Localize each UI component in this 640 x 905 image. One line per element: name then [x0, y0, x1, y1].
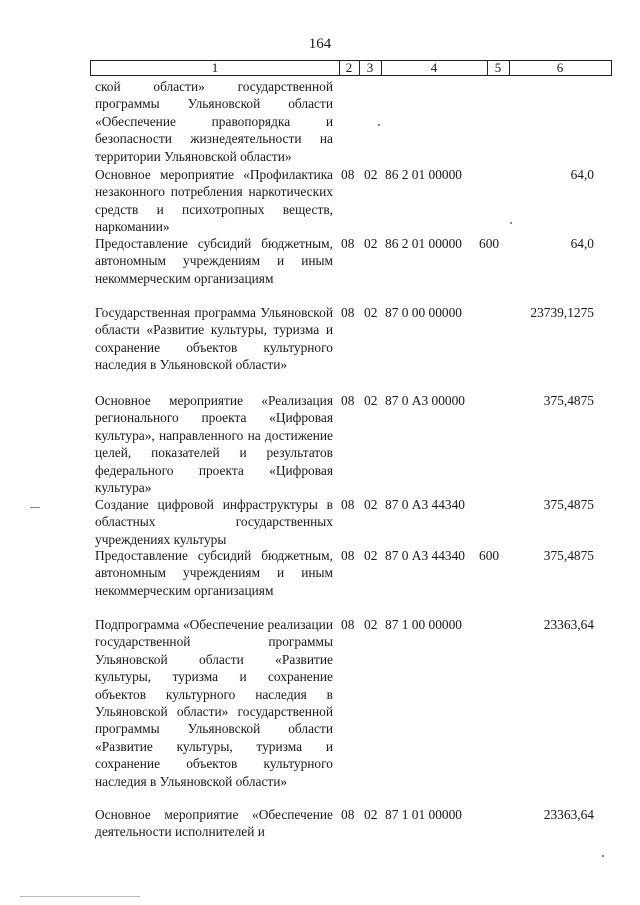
row-name: Государственная программа Ульяновской области «Развитие культуры, туризма и сохранение объектов культурного наследия в Ульяновской области»: [95, 305, 333, 373]
row-expense-type: 600: [479, 548, 500, 563]
row-subsection: 02: [364, 548, 378, 563]
row-section: 08: [341, 497, 355, 512]
row-subsection: 02: [364, 497, 378, 512]
row-section: 08: [341, 236, 355, 251]
header-col-3: 3: [359, 61, 382, 75]
row-target-code: 87 1 00 00000: [385, 617, 462, 632]
scan-speck: [602, 855, 604, 857]
scan-speck: [378, 124, 380, 126]
header-col-1: 1: [91, 61, 340, 75]
row-target-code: 86 2 01 00000: [385, 236, 462, 251]
row-name: Предоставление субсидий бюджетным, автономным учреждениям и иным некоммерческим организациям: [95, 236, 333, 286]
header-col-4: 4: [381, 61, 488, 75]
row-section: 08: [341, 393, 355, 408]
row-subsection: 02: [364, 393, 378, 408]
row-target-code: 87 0 00 00000: [385, 305, 462, 320]
row-subsection: 02: [364, 617, 378, 632]
row-amount: 64,0: [570, 167, 594, 182]
row-section: 08: [341, 305, 355, 320]
scan-speck: [30, 507, 40, 508]
page-number: 164: [308, 36, 332, 52]
row-target-code: 87 1 01 00000: [385, 807, 462, 822]
header-col-5: 5: [487, 61, 510, 75]
row-name: Основное мероприятие «Реализация регионального проекта «Цифровая культура», направленного на достижение целей, показателей и результатов федерального проекта «Цифровая культура»: [95, 393, 333, 496]
row-name: Основное мероприятие «Профилактика незаконного потребления наркотических средств и психотропных веществ, наркомании»: [95, 167, 333, 235]
row-name: Основное мероприятие «Обеспечение деятельности исполнителей и: [95, 807, 333, 840]
row-section: 08: [341, 807, 355, 822]
row-target-code: 87 0 А3 00000: [385, 393, 465, 408]
row-subsection: 02: [364, 236, 378, 251]
header-col-2: 2: [339, 61, 360, 75]
row-target-code: 87 0 А3 44340: [385, 548, 465, 563]
row-amount: 23363,64: [543, 617, 594, 632]
row-name: Создание цифровой инфраструктуры в областных государственных учреждениях культуры: [95, 497, 333, 547]
row-subsection: 02: [364, 305, 378, 320]
scan-speck: [20, 896, 140, 897]
row-amount: 375,4875: [543, 497, 594, 512]
row-subsection: 02: [364, 807, 378, 822]
row-section: 08: [341, 167, 355, 182]
row-name: Подпрограмма «Обеспечение реализации государственной программы Ульяновской области «Развитие культуры, туризма и сохранение объектов культурного наследия в Ульяновской области» государственной программы Ульяновской области «Развитие культуры, туризма и сохранение объектов культурного наследия в Ульяновской области»: [95, 617, 333, 789]
row-name: Предоставление субсидий бюджетным, автономным учреждениям и иным некоммерческим организациям: [95, 548, 333, 598]
row-section: 08: [341, 617, 355, 632]
row-amount: 64,0: [570, 236, 594, 251]
row-target-code: 86 2 01 00000: [385, 167, 462, 182]
row-target-code: 87 0 А3 44340: [385, 497, 465, 512]
header-col-6: 6: [556, 60, 564, 75]
row-amount: 375,4875: [543, 548, 594, 563]
row-section: 08: [341, 548, 355, 563]
row-amount: 23739,1275: [530, 305, 594, 320]
row-name: ской области» государственной программы Ульяновской области «Обеспечение правопорядка и безопасности жизнедеятельности на территории Ульяновской области»: [95, 79, 333, 164]
row-expense-type: 600: [479, 236, 500, 251]
scan-speck: [510, 222, 512, 224]
row-subsection: 02: [364, 167, 378, 182]
row-amount: 375,4875: [543, 393, 594, 408]
table-header: [90, 60, 612, 76]
row-amount: 23363,64: [543, 807, 594, 822]
